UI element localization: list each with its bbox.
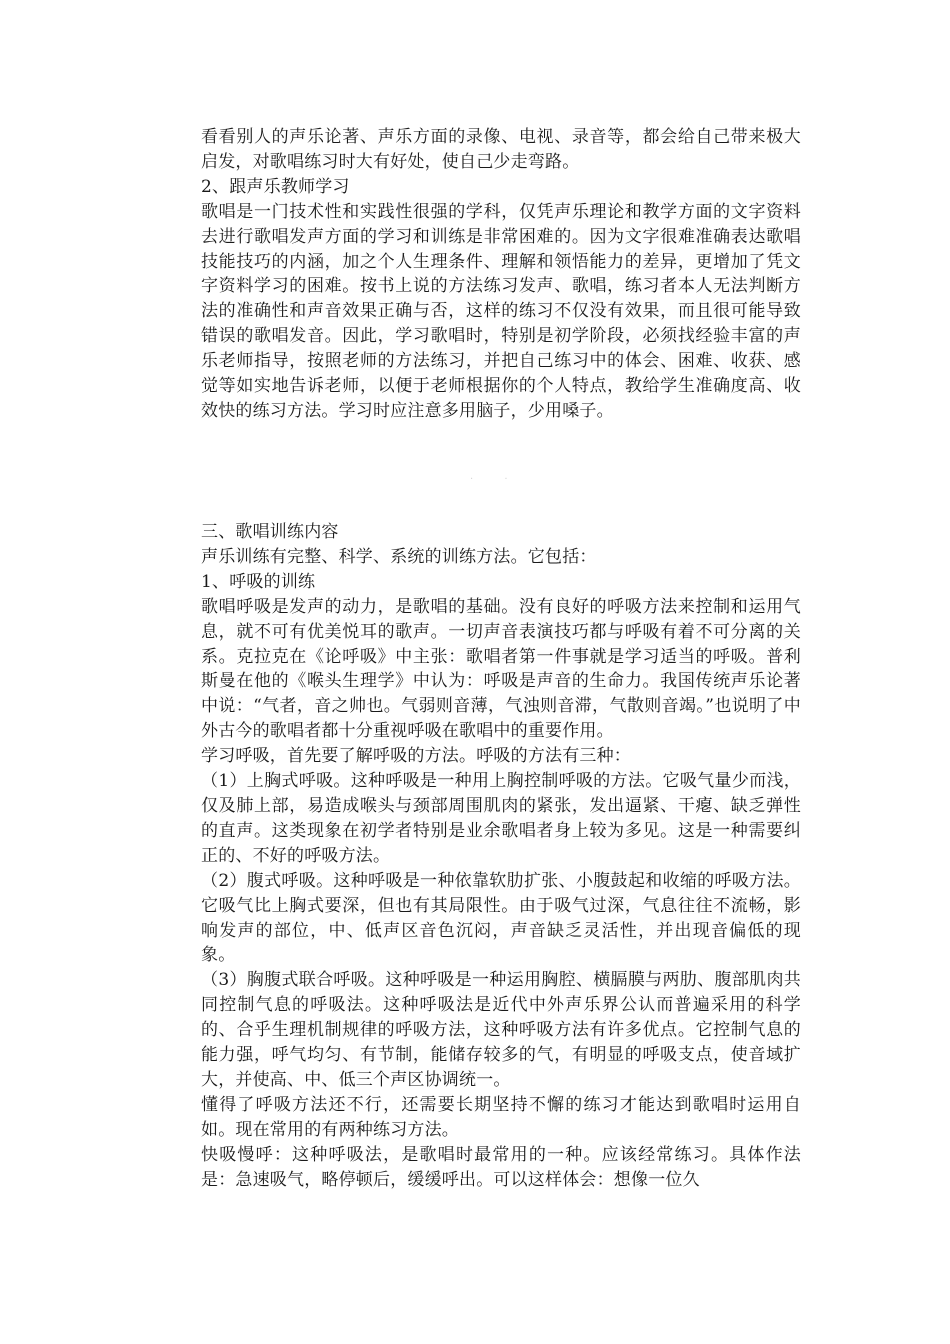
heading-training-content: 三、歌唱训练内容 xyxy=(201,522,339,542)
heading-learn-from-teacher: 2、跟声乐教师学习 xyxy=(201,176,350,197)
section-training-content xyxy=(201,520,801,1192)
paragraph-upper-chest-breathing: （1）上胸式呼吸。这种呼吸是一种用上胸控制呼吸的方法。它吸气量少而浅，仅及肺上部，易造成喉头与颈部周围肌肉的紧张，发出逼紧、干瘪、缺乏弹性的直声。这类现象在初学者特别是业余歌唱者身上较为多见。这是一种需要纠正的、不好的呼吸方法。 xyxy=(201,771,801,866)
paragraph-chest-abdominal-breathing: （3）胸腹式联合呼吸。这种呼吸是一种运用胸腔、横膈膜与两肋、腹部肌肉共同控制气息的呼吸法。这种呼吸法是近代中外声乐界公认而普遍采用的科学的、合乎生理机制规律的呼吸方法，这种呼吸方法有许多优点。它控制气息的能力强，呼气均匀、有节制，能储存较多的气，有明显的呼吸支点，使音域扩大，并使高、中、低三个声区协调统一。 xyxy=(201,970,801,1090)
paragraph-breathing-methods-intro: 学习呼吸，首先要了解呼吸的方法。呼吸的方法有三种： xyxy=(201,746,631,767)
paragraph-abdominal-breathing: （2）腹式呼吸。这种呼吸是一种依靠软肋扩张、小腹鼓起和收缩的呼吸方法。它吸气比上胸式要深，但也有其局限性。由于吸气过深，气息往往不流畅，影响发声的部位，中、低声区音色沉闷，声音缺乏灵活性，并出现音偏低的现象。 xyxy=(201,870,801,966)
paragraph-training-intro: 声乐训练有完整、科学、系统的训练方法。它包括： xyxy=(201,546,597,567)
paragraph-self-study-end: 看看别人的声乐论著、声乐方面的录像、电视、录音等，都会给自己带来极大启发，对歌唱练习时大有好处，使自己少走弯路。 xyxy=(201,127,801,172)
paragraph-practice-methods: 懂得了呼吸方法还不行，还需要长期坚持不懈的练习才能达到歌唱时运用自如。现在常用的有两种练习方法。 xyxy=(201,1094,801,1140)
paragraph-teacher-guidance: 歌唱是一门技术性和实践性很强的学科，仅凭声乐理论和教学方面的文字资料去进行歌唱发声方面的学习和训练是非常困难的。因为文字很难准确表达歌唱技能技巧的内涵，加之个人生理条件、理解和领悟能力的差异，更增加了凭文字资料学习的困难。按书上说的方法练习发声、歌唱，练习者本人无法判断方法的准确性和声音效果正确与否，这样的练习不仅没有效果，而且很可能导致错误的歌唱发音。因此，学习歌唱时，特别是初学阶段，必须找经验丰富的声乐老师指导，按照老师的方法练习，并把自己练习中的体会、困难、收获、感觉等如实地告诉老师，以便于老师根据你的个人特点，教给学生准确度高、收效快的练习方法。学习时应注意多用脑子，少用嗓子。 xyxy=(201,201,801,421)
page-marker: · · xyxy=(470,474,522,485)
paragraph-fast-inhale-slow-exhale: 快吸慢呼：这种呼吸法，是歌唱时最常用的一种。应该经常练习。具体作法是：急速吸气，略停顿后，缓缓呼出。可以这样体会：想像一位久 xyxy=(201,1144,801,1190)
heading-breathing-training: 1、呼吸的训练 xyxy=(201,571,316,592)
paragraph-breathing-importance: 歌唱呼吸是发声的动力，是歌唱的基础。没有良好的呼吸方法来控制和运用气息，就不可有优美悦耳的歌声。一切声音表演技巧都与呼吸有着不可分离的关系。克拉克在《论呼吸》中主张：歌唱者第一件事就是学习适当的呼吸。普利斯曼在他的《喉头生理学》中认为：呼吸是声音的生命力。我国传统声乐论著中说：“气者，音之帅也。气弱则音薄，气浊则音滞，气散则音竭。”也说明了中外古今的歌唱者都十分重视呼吸在歌唱中的重要作用。 xyxy=(201,596,801,742)
section-self-study-and-teacher xyxy=(201,125,801,424)
